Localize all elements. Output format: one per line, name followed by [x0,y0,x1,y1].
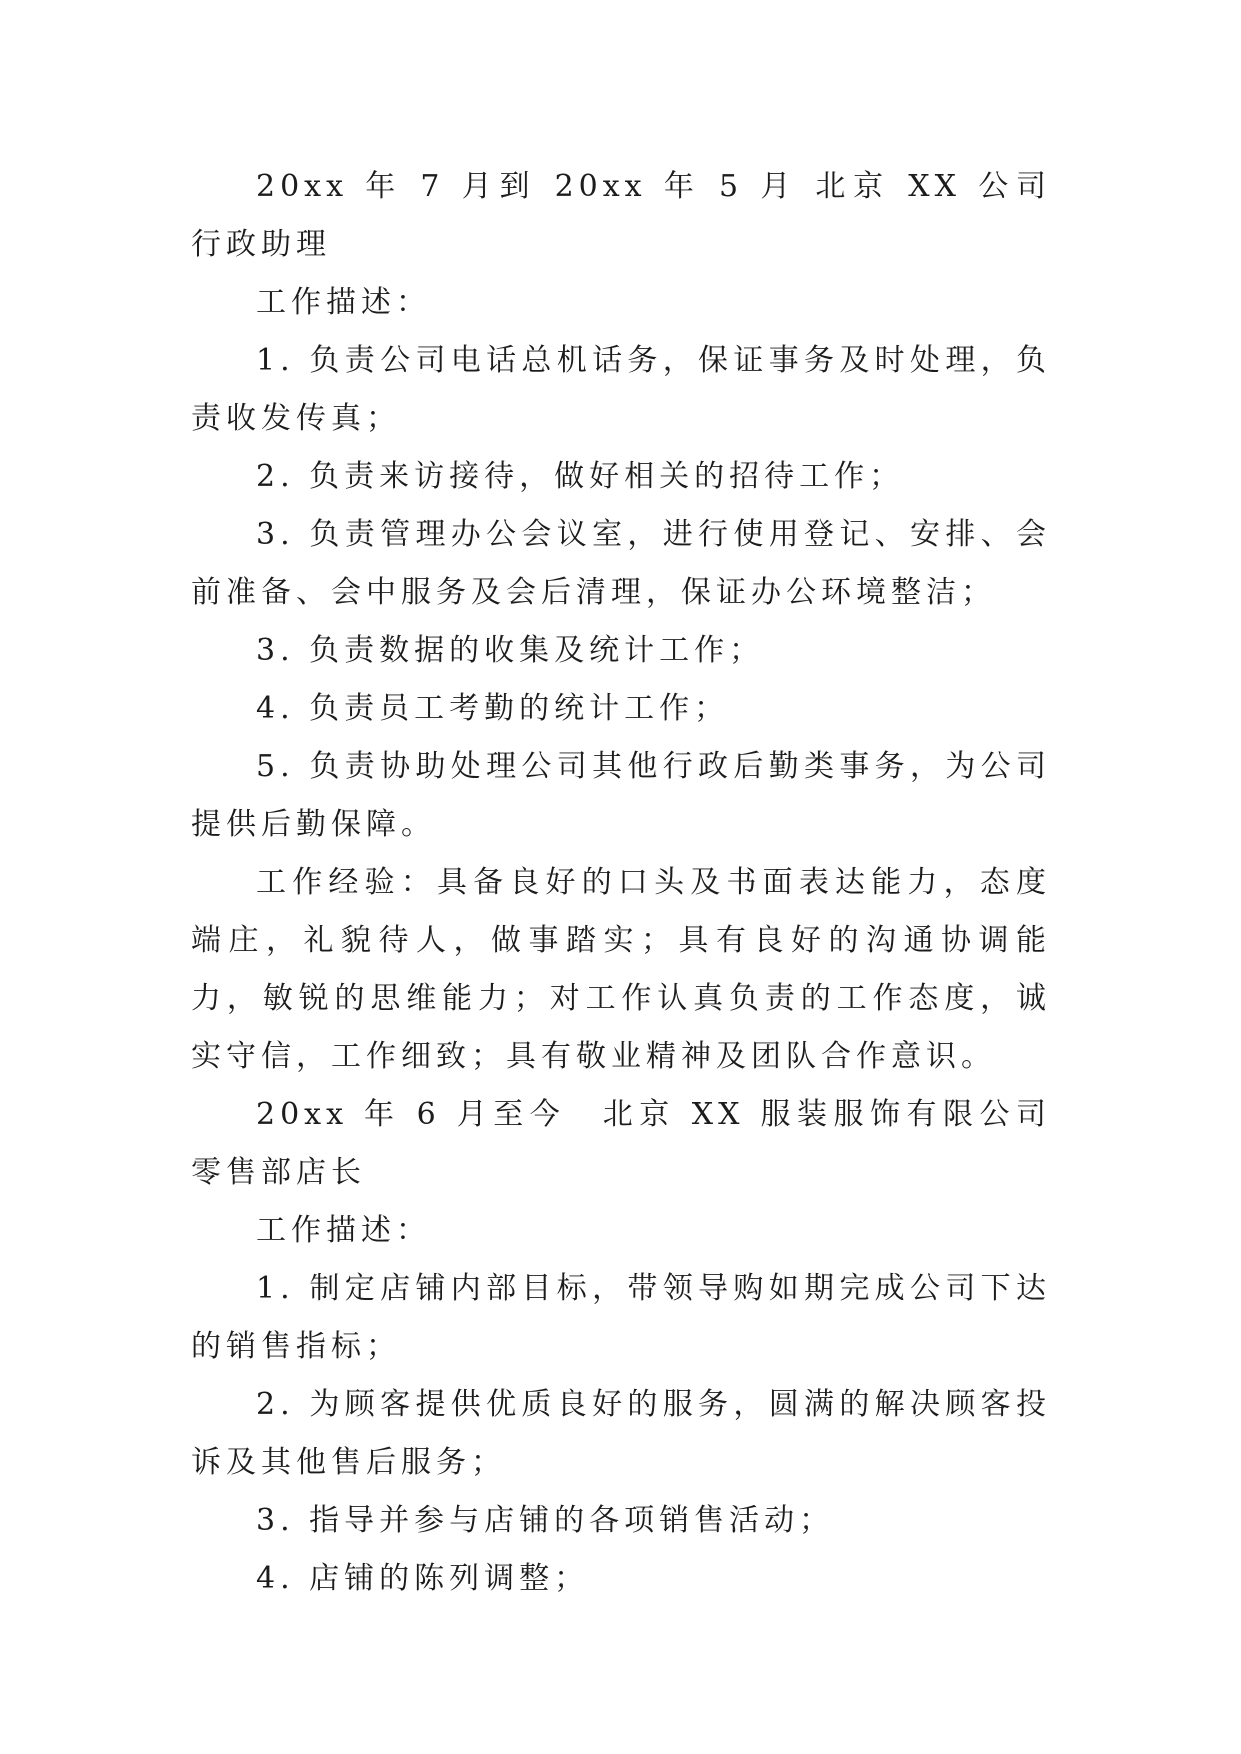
job-1-description-label: 工作描述： [256,285,431,320]
document-body [191,158,1086,1608]
job-2-heading: 20xx 年 6 月至今 北京 XX 服装服饰有限公司 零售部店长 [191,1097,1051,1190]
job-1-heading: 20xx 年 7 月到 20xx 年 5 月 北京 XX 公司 行政助理 [191,169,1086,262]
job-2-duty-4: 4. 店铺的陈列调整； [256,1561,590,1596]
job-1-duty-5: 4. 负责员工考勤的统计工作； [256,691,730,726]
job-2-description-label: 工作描述： [256,1213,431,1248]
job-1-duty-2: 2. 负责来访接待，做好相关的招待工作； [256,459,905,494]
job-2-duty-3: 3. 指导并参与店铺的各项销售活动； [256,1503,835,1538]
job-1-duty-6: 5. 负责协助处理公司其他行政后勤类事务，为公司提供后勤保障。 [191,749,1051,842]
job-1-duty-1: 1. 负责公司电话总机话务，保证事务及时处理，负责收发传真； [191,343,1051,436]
job-1-duty-4: 3. 负责数据的收集及统计工作； [256,633,765,668]
job-1-duty-3: 3. 负责管理办公会议室，进行使用登记、安排、会前准备、会中服务及会后清理，保证办公环境整洁； [191,517,1051,610]
job-2-duty-2: 2. 为顾客提供优质良好的服务，圆满的解决顾客投诉及其他售后服务； [191,1387,1051,1480]
job-1-experience: 工作经验：具备良好的口头及书面表达能力，态度端庄，礼貌待人，做事踏实；具有良好的沟通协调能力，敏锐的思维能力；对工作认真负责的工作态度，诚实守信，工作细致；具有敬业精神及团队合作意识。 [191,865,1051,1074]
job-2-duty-1: 1. 制定店铺内部目标，带领导购如期完成公司下达的销售指标； [191,1271,1051,1364]
